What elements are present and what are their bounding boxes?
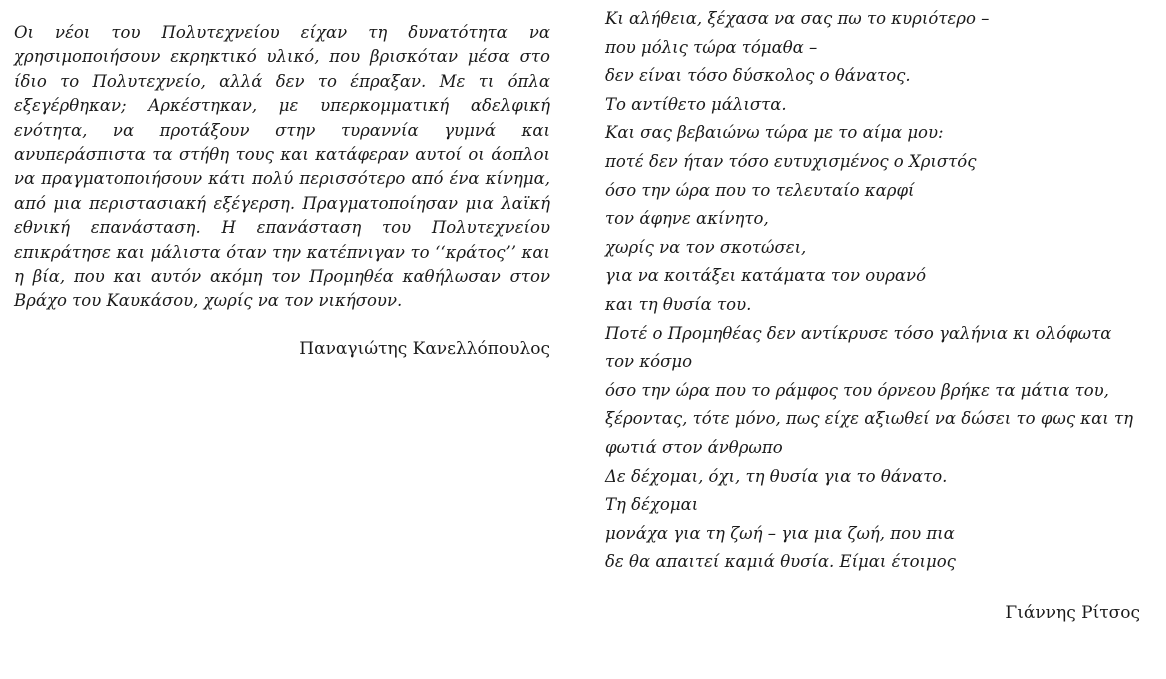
left-column bbox=[14, 21, 550, 359]
poem-line: Και σας βεβαιώνω τώρα με το αίμα μου: bbox=[605, 123, 944, 143]
author-signature-right: Γιάννης Ρίτσος bbox=[1005, 603, 1140, 623]
poem-line: δεν είναι τόσο δύσκολος ο θάνατος. bbox=[605, 66, 911, 86]
poem-line: Τη δέχομαι bbox=[605, 495, 699, 515]
author-signature-left: Παναγιώτης Κανελλόπουλος bbox=[299, 338, 550, 359]
right-column bbox=[605, 5, 1145, 577]
poem-line: ποτέ δεν ήταν τόσο ευτυχισμένος ο Χριστός bbox=[605, 151, 977, 171]
poem-line: Το αντίθετο μάλιστα. bbox=[605, 94, 787, 114]
poem-line: όσο την ώρα που το τελευταίο καρφί bbox=[605, 180, 915, 200]
poem-line: τον άφηνε ακίνητο, bbox=[605, 209, 769, 229]
poem-line: Δε δέχομαι, όχι, τη θυσία για το θάνατο. bbox=[605, 466, 948, 486]
poem-line: Ποτέ ο Προμηθέας δεν αντίκρυσε τόσο γαλήνια κι ολόφωτα τον κόσμο bbox=[605, 323, 1112, 372]
poem-line: όσο την ώρα που το ράμφος του όρνεου βρήκε τα μάτια του, bbox=[605, 380, 1109, 400]
poem-line: Κι αλήθεια, ξέχασα να σας πω το κυριότερο – bbox=[605, 9, 990, 28]
poem-line: και τη θυσία του. bbox=[605, 294, 752, 314]
poem bbox=[605, 5, 1145, 577]
poem-line: δε θα απαιτεί καμιά θυσία. Είμαι έτοιμος bbox=[605, 552, 956, 572]
poem-line: χωρίς να τον σκοτώσει, bbox=[605, 237, 807, 257]
prose-paragraph: Οι νέοι του Πολυτεχνείου είχαν τη δυνατότητα να χρησιμοποιήσουν εκρηκτικό υλικό, που βρισκόταν μέσα στο ίδιο το Πολυτεχνείο, αλλά δεν το έπραξαν. Με τι όπλα εξεγέρθηκαν; Αρκέστηκαν, με υπερκομματική αδελφική ενότητα, να προτάξουν στην τυραννία γυμνά και ανυπεράσπιστα τα στήθη τους και κατάφεραν αυτοί οι άοπλοι να πραγματοποιήσουν κάτι πολύ περισσότερο από ένα κίνημα, από μια περιστασιακή εξέγερση. Πραγματοποίησαν μια λαϊκή εθνική επανάσταση. Η επανάσταση του Πολυτεχνείου επικράτησε και μάλιστα όταν την κατέπνιγαν το ‘‘κράτος’’ και η βία, που και αυτόν ακόμη τον Προμηθέα καθήλωσαν στον Βράχο του Καυκάσου, χωρίς να τον νικήσουν. bbox=[14, 23, 550, 311]
poem-line: που μόλις τώρα τόμαθα – bbox=[605, 37, 818, 57]
poem-line: ξέροντας, τότε μόνο, πως είχε αξιωθεί να δώσει το φως και τη φωτιά στον άνθρωπο bbox=[605, 409, 1133, 457]
poem-line: μονάχα για τη ζωή – για μια ζωή, που πια bbox=[605, 523, 955, 543]
poem-line: για να κοιτάξει κατάματα τον ουρανό bbox=[605, 266, 927, 286]
